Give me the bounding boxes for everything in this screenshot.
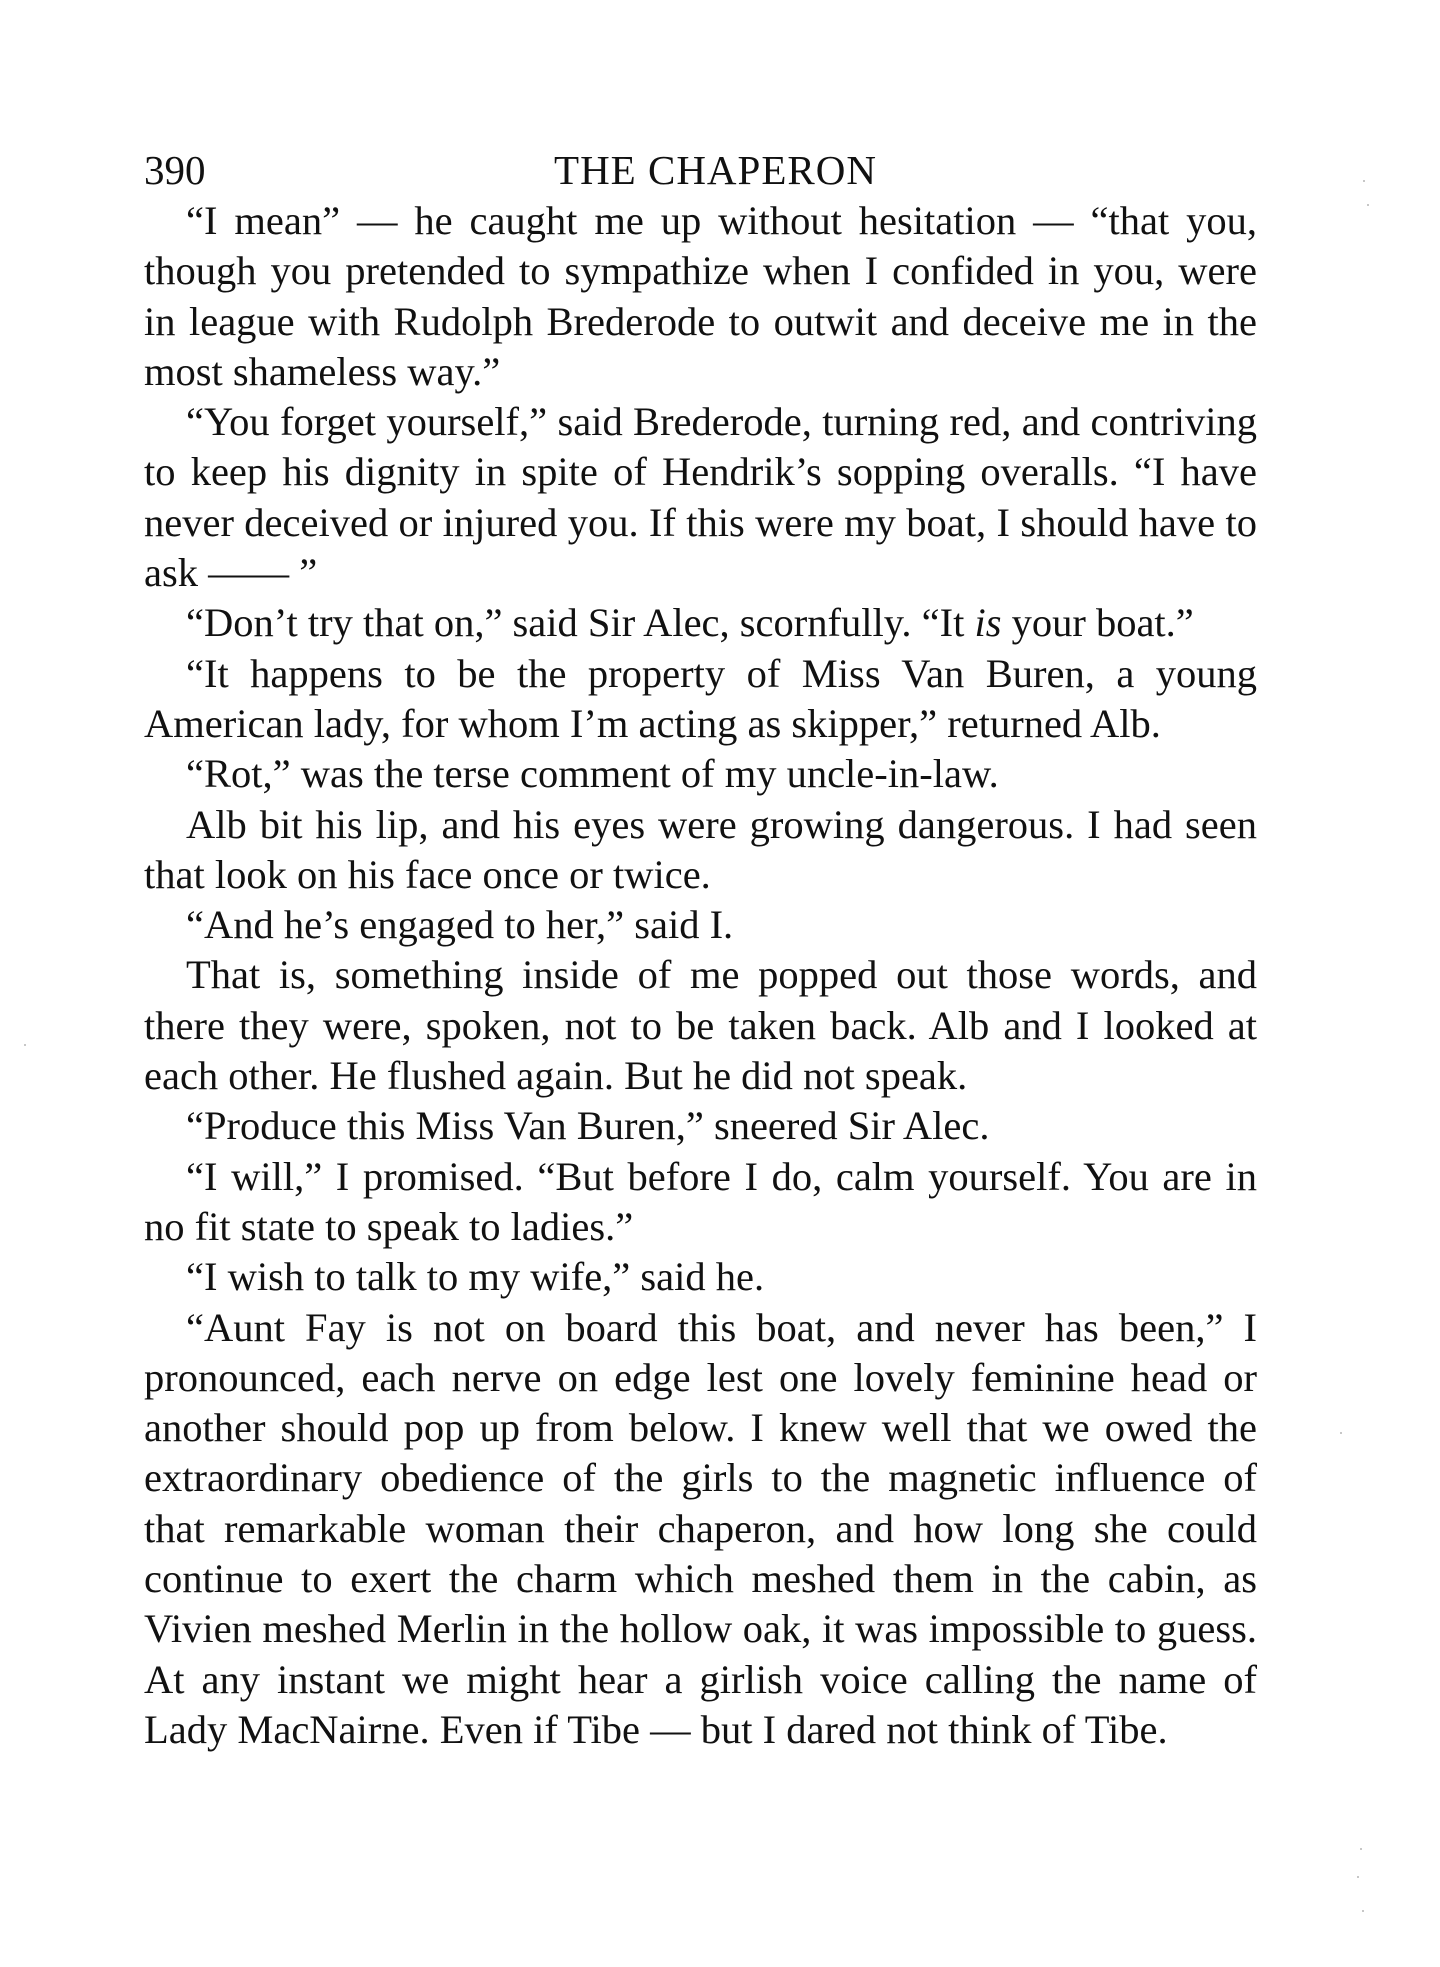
paragraph: “Aunt Fay is not on board this boat, and never has been,” I pronounced, each nerve on edge lest one lovely feminine head or another should pop up from below. I knew well that we owed the extraordinary obedience of the girls to the magnetic influence of that remarkable woman their chaperon, and how long she could continue to exert the charm which meshed them in the cabin, as Vivien meshed Merlin in the hollow oak, it was impossible to guess. At any instant we might hear a girlish voice calling the name of Lady MacNairne. Even if Tibe — but I dared not think of Tibe.	[144, 1304, 1257, 1752]
scan-speck	[24, 1044, 26, 1046]
paragraph: “I wish to talk to my wife,” said he.	[186, 1254, 765, 1300]
paragraph: “I mean” — he caught me up without hesitation — “that you, though you pretended to sympathize when I confided in you, were in league with Rudolph Brederode to outwit and deceive me in the most shameless way.”	[144, 198, 1257, 394]
page-number: 390	[144, 147, 206, 193]
paragraph: That is, something inside of me popped out those words, and there they were, spoken, not to be taken back. Alb and I looked at each other. He flushed again. But he did not speak.	[144, 952, 1257, 1099]
scan-speck	[1362, 1910, 1364, 1912]
paragraph: Alb bit his lip, and his eyes were growing dangerous. I had seen that look on his face once or twice.	[144, 801, 1257, 897]
paragraph: “It happens to be the property of Miss Van Buren, a young American lady, for whom I’m acting as skipper,” returned Alb.	[144, 650, 1257, 746]
paragraph: “I will,” I promised. “But before I do, calm yourself. You are in no fit state to speak to ladies.”	[144, 1153, 1257, 1249]
paragraph: “And he’s engaged to her,” said I.	[186, 902, 734, 948]
paragraph: “Don’t try that on,” said Sir Alec, scornfully. “It is your boat.”	[186, 600, 1194, 646]
emphasis: is	[974, 600, 1002, 646]
body-text	[144, 196, 1257, 1755]
book-page	[144, 140, 1257, 1755]
scan-speck	[1340, 1432, 1342, 1434]
paragraph: “Rot,” was the terse comment of my uncle-in-law.	[186, 751, 999, 797]
paragraph: “Produce this Miss Van Buren,” sneered Sir Alec.	[186, 1103, 990, 1149]
running-head	[144, 140, 1257, 200]
scan-speck	[1363, 180, 1365, 182]
scan-speck	[1367, 204, 1369, 206]
running-title: THE CHAPERON	[554, 147, 877, 193]
paragraph: “You forget yourself,” said Brederode, turning red, and contriving to keep his dignity in spite of Hendrik’s sopping overalls. “I have never deceived or injured you. If this were my boat, I should have to ask —— ”	[144, 399, 1257, 596]
scan-speck	[1357, 1876, 1359, 1878]
scan-speck	[1360, 1848, 1362, 1850]
